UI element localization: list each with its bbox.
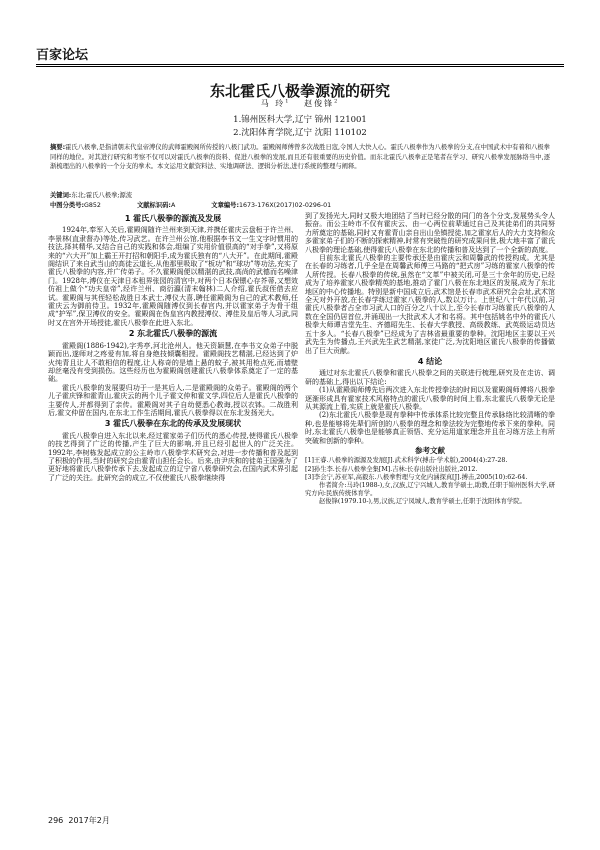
paragraph: 到了发扬光大,同时又极大地团结了当时已经分散的同门的各个分支,发展势头令人振奋。而公主岭市不仅有霍庆云、由一心两位前辈通过自己及其徒弟们的共同努力所奠定的基础,同时又有霍青山亲自出山坐镇授徒,加之霍家后人的大力支持和众多霍家弟子们的不断的探索精神,时常有突破性的研究成果问世,极大地丰富了霍氏八极拳的理论基础,使得霍氏八极拳在东北的传播和普及达到了一个全新的高度。 (305, 212, 555, 254)
author-bio-2: 赵俊锋(1979.10-),男,汉族,辽宁凤城人,教育学硕士,任职于沈阳体育学院。 (319, 498, 526, 506)
section-heading-2: 2 东北霍氏八极拳的源流 (128, 329, 218, 339)
affiliation-2: 2.沈阳体育学院,辽宁 沈阳 110102 (233, 128, 367, 138)
reference-item: [2]孙生李.长春八极拳全集[M].吉林:长春出版社出版社,2012. (305, 465, 478, 473)
page-footer (48, 815, 110, 826)
section-heading-1: 1 霍氏八极拳的源流及发展 (124, 214, 222, 223)
art-value: 1673-176X(2017)02-0296-01 (239, 202, 332, 209)
keywords (50, 190, 132, 199)
abstract-text: 霍氏八极拳,是指清朝末代皇帝溥仪的武师霍殿阁所传授的八极门武功。霍殿阁师傅曾多次战胜日寇,令国人大快人心。霍氏八极拳作为八极拳的分支,在中国武术中有着和八极拳同样的地位。对其进行研究和考察不仅可以对霍氏八极拳的资料、促进八极拳的发展,而且还有很重要的历史价值。而东北霍氏八极拳正是笔者在学习、研究八极拳发展脉络当中,逐渐梳理出的八极拳的一个分支的拳术。本文运用文献资料法、实地调研法、逻辑分析法,进行系统的整理与阐释。 (50, 144, 550, 171)
article-title: 东北霍氏八极拳源流的研究 (209, 82, 390, 100)
abstract (50, 143, 550, 172)
issue-date: 2017年2月 (68, 816, 110, 825)
authors (0, 98, 600, 109)
paragraph: (1)从霍殿阁师傅先后两次进入东北传授拳法的时间以及霍殿阁师傅将八极拳逐渐形成具有霍家技术风格特点的霍氏八极拳的时间上看,东北霍氏八极拳无论是从其源流上看,实质上就是霍氏八极拳。 (305, 386, 555, 411)
article-meta (50, 200, 550, 209)
affiliation-1: 1.锦州医科大学,辽宁 锦州 121001 (233, 115, 367, 125)
section-heading-3: 3 霍氏八极拳在东北的传承及发展现状 (104, 419, 242, 429)
author-2-sup: 2 (334, 98, 340, 105)
clc-value: G852 (84, 202, 101, 209)
paragraph: 霍殿阁(1886-1942),字秀亭,河北沧州人。他天资颖慧,在李书文众弟子中脱颖而出,遂师对之疼爱有加,将自身绝技倾囊相授。霍殿阁技艺精湛,已经达到了炉火纯青且让人不敢相信的程度,让人称奇的是墙上悬的蚊子,被其用枪点死,而墙壁却丝毫没有受到损伤。这些经历也为霍殿阁创建霍氏八极拳体系奠定了一定的基础。 (48, 341, 298, 384)
clc-label: 中图分类号: (50, 202, 85, 209)
author-bio-1: 作者简介:马玲(1988-),女,汉族,辽宁兴城人,教育学硕士,助教,任职于锦州医科大学,研究方向:民族传统体育学。 (305, 481, 555, 498)
page-number: 296 (48, 816, 64, 825)
paragraph: 目前东北霍氏八极拳的主要传承还是由霍庆云和周馨武的传授构成。尤其是在长春的习练者,几乎全是在周馨武师傅三马路的“把式房”习练的霍家八极拳的传人所传授。长春八极拳的传统,虽然在“文革”中被关闭,可是三十余年的历史,已经成为了培养霍家八极拳精英的基地,推动了霍门八极在东北地区的发展,成为了东北地区的中心传播地。特别是新中国成立后,武术馆是长春市武术研究会会址,武术馆全天对外开放,在长春学练过霍家八极拳的人,数以万计。上世纪八十年代以前,习霍氏八极拳者占全市习武人口的百分之八十以上,至今长春市习练霍氏八极拳的人数在全国仍居首位,并涌现出一大批武术人才和名将。其中包括姚名中外的霍氏八极拳大师谭吉堂先生、齐德昭先生、长春大学教授、高级教练、武英级运动员达五十多人。“长春八极拳”已经成为了吉林省最重要的拳种。沈阳地区主要以王兴武先生为传播点,王兴武先生武艺精湛,家徒广泛,为沈阳地区霍氏八极拳的传播做出了巨大贡献。 (305, 254, 555, 355)
references-list (305, 457, 555, 482)
header-rule-thin (36, 66, 564, 67)
doc-value: A (170, 202, 176, 209)
reference-item: [1]王睿.八极拳的源源及发展[J].武术科学(搏击·学术版),2004(4):27-28. (305, 457, 508, 465)
paragraph: 通过对东北霍氏八极拳和霍氏八极拳之间的关联进行梳理,研究及在走访、调研的基础上,得出以下结论: (305, 369, 555, 386)
paragraph: (2)东北霍氏八极拳是现有拳种中传承体系比较完整且传承脉络比较清晰的拳种,也是能够将先辈们所创的八极拳的理念和拳法较为完整地传承下来的拳种。同时,东北霍氏八极拳也是能够真正领悟、充分运用道家理念并且在习练方法上有所突破和创新的拳种。 (305, 411, 555, 445)
section-label: 百家论坛 (36, 48, 89, 63)
left-column (48, 212, 298, 482)
references-heading: 参考文献 (415, 445, 445, 455)
paragraph: 1924年,奉军入关后,霍殿阁随许兰州来到天津,并携任霍庆云盘桓于许兰州、李景林(直隶督办)等处,传习武艺。在许兰州公馆,他根据李书文一生文字时惯用的技法,择其精华,又结合自己的实践和体会,组编了实用价值很高的“对手拳”,又将原来的“六大开”加上霸王开打招和朝阳手,成为霍氏独有的“八大开”。在此期间,霍殿阁结识了来自武当山的高徒云道长,从他那里吸取了“板功”和“球功”等功法,充实了霍氏八极拳的内容,并广传弟子。不久霍殿阁便以精湛的武技,高尚的武德而名噪津门。1928年,溥仪在天津日本租界张园的清宫中,对两个日本保镖心存芥蒂,又想效仿祖上做个“功夫皇帝”,经许兰州、商衍瀛(清末翰林)二人介绍,霍氏叔侄借去应试。霍殿阁与其侄轻松战胜日本武士,溥仪大喜,聘任霍殿阁为自己的武术教师,任霍庆云为御前侍卫。1932年,霍殿阁随溥仪到长春宫内,并以霍家弟子为骨干组成“护军”,保卫溥仪的安全。霍殿阁在伪皇宫内教授溥仪、溥佳及皇后等人习武,同时又在宫外开场授徒,霍氏八极拳在此进入东北。 (48, 226, 298, 327)
right-column (305, 212, 555, 507)
keywords-label: 关键词: (50, 192, 72, 199)
paragraph: 霍氏八极拳自进入东北以来,经过霍家弟子们历代的悉心传授,使得霍氏八极拳的技艺得到了广泛的传播,产生了巨大的影响,并且已经引起世人的广泛关注。1992年,李树栋发起成立的公主岭市八极拳学术研究会,对进一步传播和普及起到了积极的作用,当时的研究会由霍青山担任会长。后来,由尹庆和的徒弟王国强为了更好地将霍氏八极拳传承下去,发起成立的辽宁省八极拳研究会,在国内武术界引起了广泛的关注。此研究会的成立,不仅使霍氏八极拳继续得 (48, 431, 298, 482)
art-label: 文章编号: (211, 202, 239, 209)
keywords-text: 东北;霍氏八极拳;源流 (71, 192, 133, 199)
abstract-label: 摘要: (50, 144, 66, 151)
doc-label: 文献标识码: (136, 202, 171, 209)
section-heading-4: 4 结论 (417, 356, 443, 366)
header-rule (36, 64, 564, 65)
author-2: 赵俊锋 (304, 99, 335, 108)
paragraph: 霍氏八极拳的发展要归功于一是其后人,二是霍殿阁的众弟子。霍殿阁的两个儿子霍庆锋和霍青山,霍庆云的两个儿子霍文仲和霍文学,四位后人是霍氏八极拳的主要传人,并都得到了亲传。霍殿阁对其子自幼便悉心教诲,授以衣钵。二战胜利后,霍文仲留在国内,在东北工作生活期间,霍氏八极拳得以在东北发扬光大。 (48, 383, 298, 417)
author-1: 马 玲 (260, 99, 286, 108)
reference-item: [3]李会宁,苏亚军,高毅东.八极拳哲理与文化内涵探真[J].搏击,2005(10):62-64. (305, 473, 528, 481)
author-1-sup: 1 (285, 98, 291, 105)
